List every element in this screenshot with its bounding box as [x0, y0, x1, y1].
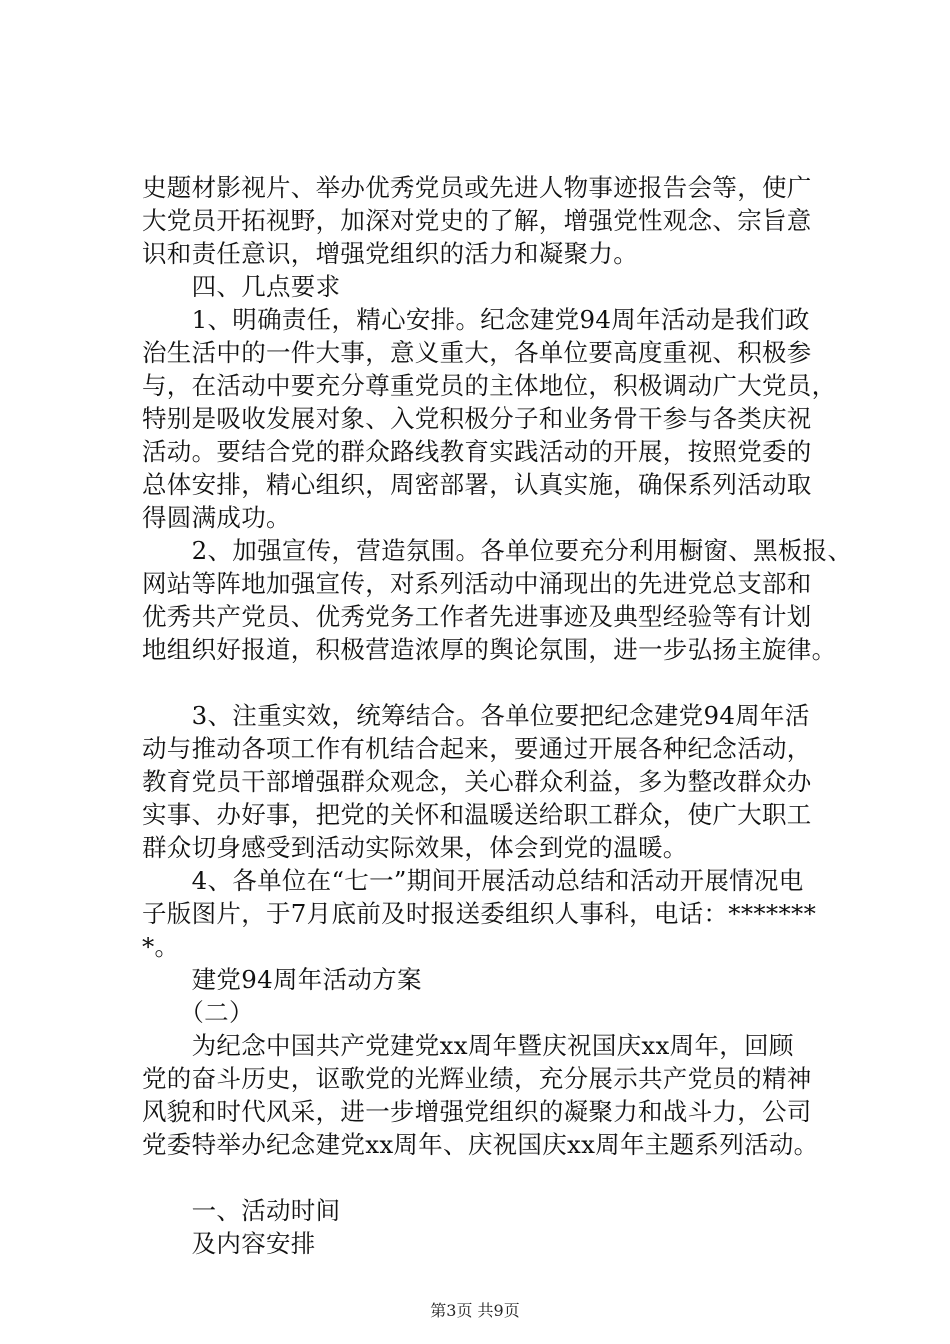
body-text-line: 群众切身感受到活动实际效果，体会到党的温暖。	[142, 833, 688, 862]
body-text-line: 动与推动各项工作有机结合起来，要通过开展各种纪念活动，	[142, 734, 812, 763]
body-text-line: 活动。要结合党的群众路线教育实践活动的开展，按照党委的	[142, 437, 812, 466]
body-text-line: 党委特举办纪念建党xx周年、庆祝国庆xx周年主题系列活动。	[142, 1130, 819, 1159]
body-text-line: 风貌和时代风采，进一步增强党组织的凝聚力和战斗力，公司	[142, 1097, 812, 1126]
body-text-line: *。	[142, 932, 180, 961]
section-title: 建党94周年活动方案	[142, 965, 422, 994]
section-heading: 一、活动时间	[142, 1196, 341, 1225]
body-text-line: 优秀共产党员、优秀党务工作者先进事迹及典型经验等有计划	[142, 602, 812, 631]
body-text-line: 网站等阵地加强宣传，对系列活动中涌现出的先进党总支部和	[142, 569, 812, 598]
body-text-line: 为纪念中国共产党建党xx周年暨庆祝国庆xx周年，回顾	[142, 1031, 794, 1060]
body-text-line: 得圆满成功。	[142, 503, 291, 532]
body-text-line: 特别是吸收发展对象、入党积极分子和业务骨干参与各类庆祝	[142, 404, 812, 433]
body-text-line: 教育党员干部增强群众观念，关心群众利益，多为整改群众办	[142, 767, 812, 796]
body-text-line: 地组织好报道，积极营造浓厚的舆论氛围，进一步弘扬主旋律。	[142, 635, 837, 664]
body-text-line: 大党员开拓视野，加深对党史的了解，增强党性观念、宗旨意	[142, 206, 812, 235]
body-text-line: 党的奋斗历史，讴歌党的光辉业绩，充分展示共产党员的精神	[142, 1064, 812, 1093]
body-text-line: 子版图片，于7月底前及时报送委组织人事科，电话：*******	[142, 899, 817, 928]
body-text-line: 治生活中的一件大事，意义重大，各单位要高度重视、积极参	[142, 338, 812, 367]
body-text-line: 史题材影视片、举办优秀党员或先进人物事迹报告会等，使广	[142, 173, 812, 202]
page-footer: 第3页 共9页	[430, 1301, 520, 1320]
body-text-line: 与，在活动中要充分尊重党员的主体地位，积极调动广大党员，	[142, 371, 837, 400]
body-text-line: 总体安排，精心组织，周密部署，认真实施，确保系列活动取	[142, 470, 812, 499]
body-text-line: 3、注重实效，统筹结合。各单位要把纪念建党94周年活	[142, 701, 810, 730]
body-text-line: 1、明确责任，精心安排。纪念建党94周年活动是我们政	[142, 305, 810, 334]
section-heading: 四、几点要求	[142, 272, 341, 301]
section-heading: 及内容安排	[142, 1229, 316, 1258]
body-text-line: 2、加强宣传，营造氛围。各单位要充分利用橱窗、黑板报、	[142, 536, 853, 565]
body-text-line: 识和责任意识，增强党组织的活力和凝聚力。	[142, 239, 638, 268]
section-subtitle: （二）	[142, 998, 254, 1027]
body-text-line: 实事、办好事，把党的关怀和温暖送给职工群众，使广大职工	[142, 800, 812, 829]
body-text-line: 4、各单位在“七一”期间开展活动总结和活动开展情况电	[142, 866, 804, 895]
